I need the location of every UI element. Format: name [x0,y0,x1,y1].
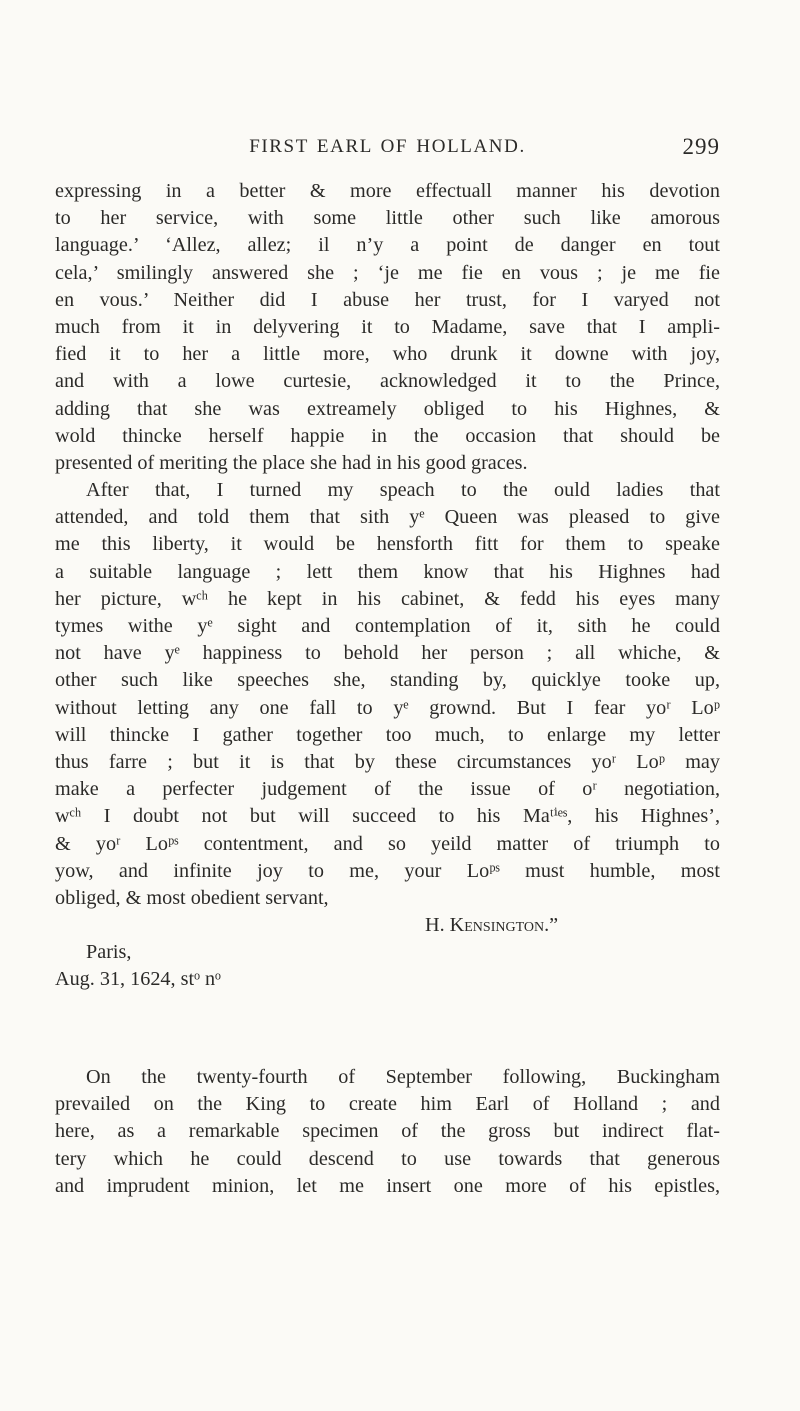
text-line: On the twenty-fourth of September following, Buckingham [86,1066,720,1088]
text-line: presented of meriting the place she had in his good graces. [55,451,528,474]
text-line: make a perfecter judgement of the issue of oʳ negotiation, [55,778,720,801]
text-line: en vous.’ Neither did I abuse her trust, for I varyed not [55,288,720,311]
letter-date: Aug. 31, 1624, stᵒ nᵒ [55,968,221,991]
narrative-text [55,1064,720,1200]
text-line: tery which he could descend to use towards that generous [55,1147,720,1170]
text-line: me this liberty, it would be hensforth fitt for them to speake [55,533,720,556]
text-line: her picture, wᶜʰ he kept in his cabinet, & fedd his eyes many [55,587,720,610]
text-line: fied it to her a little more, who drunk it downe with joy, [55,343,720,366]
text-line: much from it in delyvering it to Madame, save that I ampli- [55,315,720,338]
letter-text [55,178,720,994]
text-line: adding that she was extreamely obliged to his Highnes, & [55,397,720,420]
text-line: and with a lowe curtesie, acknowledged it to the Prince, [55,370,720,393]
running-head [55,136,720,166]
text-line: After that, I turned my speach to the ould ladies that [86,479,720,502]
text-line: attended, and told them that sith yᵉ Queen was pleased to give [55,506,720,529]
text-line: here, as a remarkable specimen of the gross but indirect flat- [55,1120,720,1143]
text-line: & yoʳ Loᵖˢ contentment, and so yeild matter of triumph to [55,832,720,855]
page-number: 299 [682,134,720,159]
text-line: obliged, & most obedient servant, [55,886,329,909]
text-line: a suitable language ; lett them know that his Highnes had [55,560,720,583]
text-line: to her service, with some little other such like amorous [55,207,720,230]
text-line: and imprudent minion, let me insert one more of his epistles, [55,1174,720,1197]
text-line: expressing in a better & more effectuall manner his devotion [55,180,720,202]
text-line: prevailed on the King to create him Earl of Holland ; and [55,1093,720,1116]
text-line: yow, and infinite joy to me, your Loᵖˢ must humble, most [55,859,720,882]
text-line: wold thincke herself happie in the occasion that should be [55,424,720,447]
text-line: other such like speeches she, standing by, quicklye tooke up, [55,669,720,692]
text-line: thus farre ; but it is that by these circumstances yoʳ Loᵖ may [55,750,720,773]
text-line: without letting any one fall to yᵉ grownd. But I fear yoʳ Loᵖ [55,696,720,719]
text-line: tymes withe yᵉ sight and contemplation of it, sith he could [55,615,720,637]
text-line: wᶜʰ I doubt not but will succeed to his Maᵗⁱᵉˢ, his Highnes’, [55,805,720,828]
text-line: cela,’ smilingly answered she ; ‘je me fie en vous ; je me fie [55,261,720,284]
text-line: will thincke I gather together too much, to enlarge my letter [55,723,720,746]
text-line: not have yᵉ happiness to behold her person ; all whiche, & [55,642,720,665]
letter-place: Paris, [86,941,132,964]
text-line: language.’ ‘Allez, allez; il n’y a point de danger en tout [55,234,720,257]
signature: H. Kensington.” [425,914,559,937]
running-title: FIRST EARL OF HOLLAND. [249,136,526,157]
